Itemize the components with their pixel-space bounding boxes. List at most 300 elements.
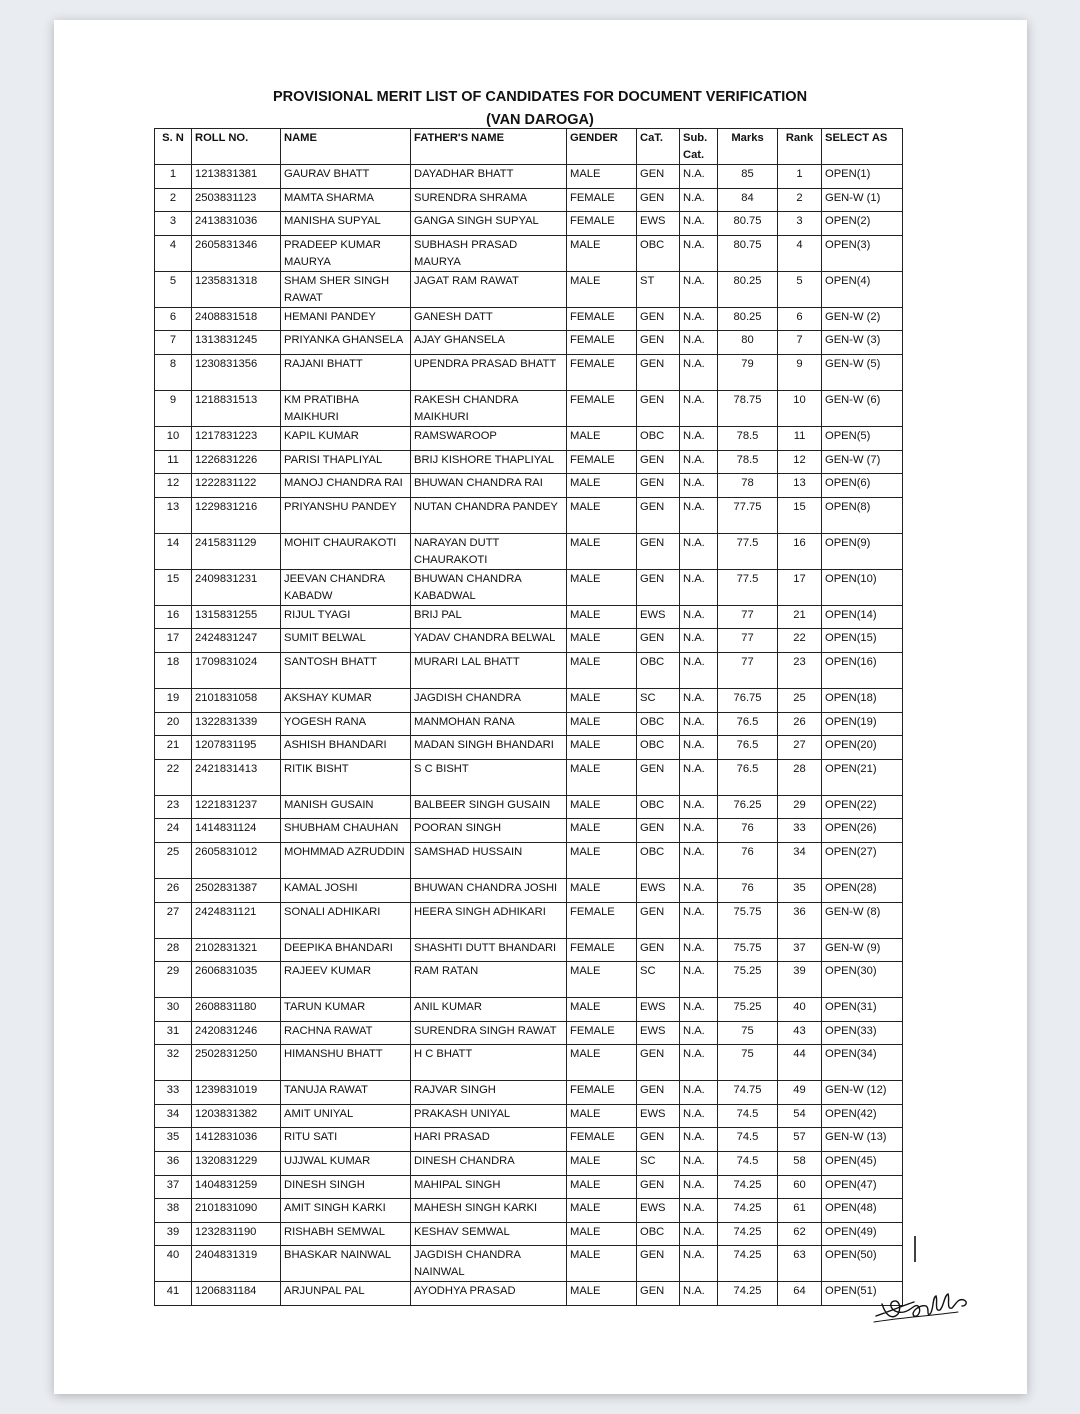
select-as-cell: OPEN(27) [822, 842, 903, 878]
signature-image [868, 1276, 978, 1326]
sub-category-cell: N.A. [680, 1246, 718, 1282]
marks-cell: 74.25 [718, 1246, 778, 1282]
roll-no-cell: 1222831122 [192, 474, 281, 498]
marks-cell: 78.75 [718, 390, 778, 426]
roll-no-cell: 2415831129 [192, 533, 281, 569]
table-row [155, 188, 903, 212]
marks-cell: 76.25 [718, 795, 778, 819]
fathers-name-cell: MURARI LAL BHATT [411, 652, 567, 688]
roll-no-cell: 2421831413 [192, 759, 281, 795]
roll-no-cell: 1203831382 [192, 1104, 281, 1128]
category-cell: ST [637, 271, 680, 307]
table-row [155, 998, 903, 1022]
marks-cell: 77 [718, 629, 778, 653]
gender-cell: MALE [567, 842, 637, 878]
select-as-cell: OPEN(15) [822, 629, 903, 653]
sub-category-cell: N.A. [680, 1175, 718, 1199]
rank-cell: 4 [778, 235, 822, 271]
header-name: NAME [281, 129, 411, 165]
fathers-name-cell: BHUWAN CHANDRA JOSHI [411, 878, 567, 902]
gender-cell: MALE [567, 235, 637, 271]
rank-cell: 21 [778, 605, 822, 629]
candidate-name-cell: MOHIT CHAURAKOTI [281, 533, 411, 569]
fathers-name-cell: DAYADHAR BHATT [411, 165, 567, 189]
gender-cell: FEMALE [567, 450, 637, 474]
sn-cell: 39 [155, 1222, 192, 1246]
rank-cell: 44 [778, 1045, 822, 1081]
candidate-name-cell: AMIT UNIYAL [281, 1104, 411, 1128]
table-row [155, 1175, 903, 1199]
candidate-name-cell: RACHNA RAWAT [281, 1021, 411, 1045]
fathers-name-cell: GANGA SINGH SUPYAL [411, 212, 567, 236]
rank-cell: 27 [778, 736, 822, 760]
table-row [155, 878, 903, 902]
gender-cell: MALE [567, 533, 637, 569]
sn-cell: 13 [155, 497, 192, 533]
category-cell: SC [637, 688, 680, 712]
gender-cell: FEMALE [567, 331, 637, 355]
sub-category-cell: N.A. [680, 497, 718, 533]
sn-cell: 28 [155, 938, 192, 962]
candidate-name-cell: SHUBHAM CHAUHAN [281, 819, 411, 843]
rank-cell: 15 [778, 497, 822, 533]
rank-cell: 49 [778, 1081, 822, 1105]
sn-cell: 25 [155, 842, 192, 878]
table-row [155, 759, 903, 795]
rank-cell: 64 [778, 1282, 822, 1306]
candidate-name-cell: HIMANSHU BHATT [281, 1045, 411, 1081]
category-cell: GEN [637, 629, 680, 653]
roll-no-cell: 1230831356 [192, 354, 281, 390]
roll-no-cell: 2101831058 [192, 688, 281, 712]
fathers-name-cell: POORAN SINGH [411, 819, 567, 843]
sub-category-cell: N.A. [680, 652, 718, 688]
sn-cell: 40 [155, 1246, 192, 1282]
table-row [155, 212, 903, 236]
sub-category-cell: N.A. [680, 271, 718, 307]
table-row [155, 1222, 903, 1246]
rank-cell: 61 [778, 1199, 822, 1223]
roll-no-cell: 2102831321 [192, 938, 281, 962]
marks-cell: 75.25 [718, 962, 778, 998]
rank-cell: 12 [778, 450, 822, 474]
gender-cell: FEMALE [567, 938, 637, 962]
fathers-name-cell: SURENDRA SHRAMA [411, 188, 567, 212]
sn-cell: 22 [155, 759, 192, 795]
sub-category-cell: N.A. [680, 878, 718, 902]
select-as-cell: OPEN(42) [822, 1104, 903, 1128]
gender-cell: MALE [567, 426, 637, 450]
select-as-cell: OPEN(5) [822, 426, 903, 450]
category-cell: GEN [637, 533, 680, 569]
sn-cell: 4 [155, 235, 192, 271]
header-sub-category: Sub. Cat. [680, 129, 718, 165]
category-cell: OBC [637, 736, 680, 760]
gender-cell: MALE [567, 497, 637, 533]
select-as-cell: GEN-W (9) [822, 938, 903, 962]
candidate-name-cell: RAJEEV KUMAR [281, 962, 411, 998]
candidate-name-cell: KAMAL JOSHI [281, 878, 411, 902]
table-row [155, 426, 903, 450]
roll-no-cell: 2424831121 [192, 902, 281, 938]
category-cell: EWS [637, 212, 680, 236]
sub-category-cell: N.A. [680, 629, 718, 653]
category-cell: GEN [637, 759, 680, 795]
candidate-name-cell: UJJWAL KUMAR [281, 1152, 411, 1176]
sn-cell: 17 [155, 629, 192, 653]
header-rank: Rank [778, 129, 822, 165]
select-as-cell: OPEN(33) [822, 1021, 903, 1045]
roll-no-cell: 2502831387 [192, 878, 281, 902]
sub-category-cell: N.A. [680, 1222, 718, 1246]
gender-cell: MALE [567, 998, 637, 1022]
roll-no-cell: 1217831223 [192, 426, 281, 450]
document-title: PROVISIONAL MERIT LIST OF CANDIDATES FOR DOCUMENT VERIFICATION [272, 89, 808, 105]
candidate-name-cell: YOGESH RANA [281, 712, 411, 736]
sub-category-cell: N.A. [680, 795, 718, 819]
candidate-name-cell: GAURAV BHATT [281, 165, 411, 189]
sub-category-cell: N.A. [680, 390, 718, 426]
header-category: CaT. [637, 129, 680, 165]
sub-category-cell: N.A. [680, 212, 718, 236]
select-as-cell: GEN-W (13) [822, 1128, 903, 1152]
table-row [155, 736, 903, 760]
candidate-name-cell: MANOJ CHANDRA RAI [281, 474, 411, 498]
sn-cell: 9 [155, 390, 192, 426]
select-as-cell: OPEN(45) [822, 1152, 903, 1176]
table-row [155, 235, 903, 271]
roll-no-cell: 1412831036 [192, 1128, 281, 1152]
sub-category-cell: N.A. [680, 736, 718, 760]
rank-cell: 6 [778, 307, 822, 331]
category-cell: OBC [637, 795, 680, 819]
gender-cell: MALE [567, 962, 637, 998]
roll-no-cell: 1320831229 [192, 1152, 281, 1176]
category-cell: EWS [637, 605, 680, 629]
roll-no-cell: 2409831231 [192, 569, 281, 605]
rank-cell: 62 [778, 1222, 822, 1246]
gender-cell: MALE [567, 652, 637, 688]
sn-cell: 10 [155, 426, 192, 450]
table-row [155, 390, 903, 426]
gender-cell: MALE [567, 1282, 637, 1306]
table-row [155, 1152, 903, 1176]
table-row [155, 902, 903, 938]
category-cell: OBC [637, 235, 680, 271]
category-cell: GEN [637, 819, 680, 843]
fathers-name-cell: BALBEER SINGH GUSAIN [411, 795, 567, 819]
marks-cell: 74.25 [718, 1282, 778, 1306]
fathers-name-cell: HARI PRASAD [411, 1128, 567, 1152]
roll-no-cell: 2420831246 [192, 1021, 281, 1045]
rank-cell: 39 [778, 962, 822, 998]
rank-cell: 37 [778, 938, 822, 962]
rank-cell: 28 [778, 759, 822, 795]
marks-cell: 77 [718, 652, 778, 688]
marks-cell: 76.5 [718, 759, 778, 795]
marks-cell: 80.75 [718, 212, 778, 236]
gender-cell: MALE [567, 688, 637, 712]
category-cell: GEN [637, 165, 680, 189]
fathers-name-cell: MANMOHAN RANA [411, 712, 567, 736]
table-row [155, 795, 903, 819]
roll-no-cell: 2101831090 [192, 1199, 281, 1223]
sn-cell: 16 [155, 605, 192, 629]
marks-cell: 75.75 [718, 938, 778, 962]
category-cell: OBC [637, 1222, 680, 1246]
sub-category-cell: N.A. [680, 1128, 718, 1152]
gender-cell: FEMALE [567, 1081, 637, 1105]
select-as-cell: GEN-W (6) [822, 390, 903, 426]
sub-category-cell: N.A. [680, 819, 718, 843]
sn-cell: 41 [155, 1282, 192, 1306]
marks-cell: 74.75 [718, 1081, 778, 1105]
marks-cell: 80.25 [718, 307, 778, 331]
sn-cell: 14 [155, 533, 192, 569]
fathers-name-cell: SUBHASH PRASAD MAURYA [411, 235, 567, 271]
category-cell: GEN [637, 497, 680, 533]
roll-no-cell: 2413831036 [192, 212, 281, 236]
fathers-name-cell: AJAY GHANSELA [411, 331, 567, 355]
rank-cell: 33 [778, 819, 822, 843]
rank-cell: 60 [778, 1175, 822, 1199]
category-cell: GEN [637, 474, 680, 498]
sub-category-cell: N.A. [680, 1199, 718, 1223]
roll-no-cell: 1229831216 [192, 497, 281, 533]
roll-no-cell: 1232831190 [192, 1222, 281, 1246]
candidate-name-cell: BHASKAR NAINWAL [281, 1246, 411, 1282]
marks-cell: 78 [718, 474, 778, 498]
roll-no-cell: 2503831123 [192, 188, 281, 212]
rank-cell: 25 [778, 688, 822, 712]
category-cell: EWS [637, 1104, 680, 1128]
fathers-name-cell: MADAN SINGH BHANDARI [411, 736, 567, 760]
rank-cell: 23 [778, 652, 822, 688]
gender-cell: MALE [567, 1152, 637, 1176]
fathers-name-cell: SHASHTI DUTT BHANDARI [411, 938, 567, 962]
category-cell: GEN [637, 331, 680, 355]
candidate-name-cell: SUMIT BELWAL [281, 629, 411, 653]
sub-category-cell: N.A. [680, 1152, 718, 1176]
marks-cell: 75 [718, 1021, 778, 1045]
fathers-name-cell: MAHIPAL SINGH [411, 1175, 567, 1199]
candidate-name-cell: MAMTA SHARMA [281, 188, 411, 212]
fathers-name-cell: JAGAT RAM RAWAT [411, 271, 567, 307]
category-cell: GEN [637, 307, 680, 331]
table-row [155, 450, 903, 474]
margin-tick-mark [914, 1236, 916, 1262]
marks-cell: 76 [718, 878, 778, 902]
select-as-cell: OPEN(2) [822, 212, 903, 236]
gender-cell: MALE [567, 629, 637, 653]
table-row [155, 688, 903, 712]
table-row [155, 1128, 903, 1152]
select-as-cell: GEN-W (3) [822, 331, 903, 355]
marks-cell: 74.25 [718, 1199, 778, 1223]
select-as-cell: OPEN(50) [822, 1246, 903, 1282]
header-fathers-name: FATHER'S NAME [411, 129, 567, 165]
roll-no-cell: 1414831124 [192, 819, 281, 843]
gender-cell: MALE [567, 605, 637, 629]
candidate-name-cell: KAPIL KUMAR [281, 426, 411, 450]
sub-category-cell: N.A. [680, 474, 718, 498]
marks-cell: 80.25 [718, 271, 778, 307]
select-as-cell: OPEN(30) [822, 962, 903, 998]
marks-cell: 74.5 [718, 1104, 778, 1128]
select-as-cell: GEN-W (5) [822, 354, 903, 390]
gender-cell: FEMALE [567, 307, 637, 331]
roll-no-cell: 1206831184 [192, 1282, 281, 1306]
fathers-name-cell: BHUWAN CHANDRA RAI [411, 474, 567, 498]
sub-category-cell: N.A. [680, 938, 718, 962]
header-select-as: SELECT AS [822, 129, 903, 165]
fathers-name-cell: ANIL KUMAR [411, 998, 567, 1022]
gender-cell: MALE [567, 271, 637, 307]
select-as-cell: OPEN(31) [822, 998, 903, 1022]
fathers-name-cell: BHUWAN CHANDRA KABADWAL [411, 569, 567, 605]
rank-cell: 7 [778, 331, 822, 355]
sub-category-cell: N.A. [680, 712, 718, 736]
candidate-name-cell: MANISH GUSAIN [281, 795, 411, 819]
select-as-cell: OPEN(34) [822, 1045, 903, 1081]
sub-category-cell: N.A. [680, 331, 718, 355]
sn-cell: 35 [155, 1128, 192, 1152]
rank-cell: 57 [778, 1128, 822, 1152]
gender-cell: FEMALE [567, 1128, 637, 1152]
sn-cell: 5 [155, 271, 192, 307]
sub-category-cell: N.A. [680, 426, 718, 450]
gender-cell: MALE [567, 165, 637, 189]
select-as-cell: OPEN(51) [822, 1282, 903, 1306]
candidate-name-cell: RITU SATI [281, 1128, 411, 1152]
rank-cell: 34 [778, 842, 822, 878]
category-cell: OBC [637, 842, 680, 878]
fathers-name-cell: JAGDISH CHANDRA NAINWAL [411, 1246, 567, 1282]
roll-no-cell: 1404831259 [192, 1175, 281, 1199]
sub-category-cell: N.A. [680, 450, 718, 474]
table-row [155, 605, 903, 629]
fathers-name-cell: SURENDRA SINGH RAWAT [411, 1021, 567, 1045]
select-as-cell: OPEN(20) [822, 736, 903, 760]
candidate-name-cell: PARISI THAPLIYAL [281, 450, 411, 474]
select-as-cell: OPEN(48) [822, 1199, 903, 1223]
gender-cell: MALE [567, 878, 637, 902]
fathers-name-cell: KESHAV SEMWAL [411, 1222, 567, 1246]
gender-cell: MALE [567, 1222, 637, 1246]
sub-category-cell: N.A. [680, 165, 718, 189]
select-as-cell: OPEN(19) [822, 712, 903, 736]
category-cell: GEN [637, 1246, 680, 1282]
roll-no-cell: 2404831319 [192, 1246, 281, 1282]
table-row [155, 1045, 903, 1081]
roll-no-cell: 1239831019 [192, 1081, 281, 1105]
fathers-name-cell: MAHESH SINGH KARKI [411, 1199, 567, 1223]
category-cell: GEN [637, 354, 680, 390]
candidate-name-cell: RIJUL TYAGI [281, 605, 411, 629]
fathers-name-cell: AYODHYA PRASAD [411, 1282, 567, 1306]
roll-no-cell: 2424831247 [192, 629, 281, 653]
category-cell: GEN [637, 450, 680, 474]
gender-cell: FEMALE [567, 390, 637, 426]
gender-cell: FEMALE [567, 354, 637, 390]
rank-cell: 40 [778, 998, 822, 1022]
table-row [155, 1021, 903, 1045]
table-row [155, 1282, 903, 1306]
rank-cell: 16 [778, 533, 822, 569]
rank-cell: 10 [778, 390, 822, 426]
rank-cell: 17 [778, 569, 822, 605]
sn-cell: 20 [155, 712, 192, 736]
marks-cell: 74.5 [718, 1128, 778, 1152]
select-as-cell: OPEN(6) [822, 474, 903, 498]
candidate-name-cell: DEEPIKA BHANDARI [281, 938, 411, 962]
candidate-name-cell: RITIK BISHT [281, 759, 411, 795]
fathers-name-cell: YADAV CHANDRA BELWAL [411, 629, 567, 653]
table-row [155, 1246, 903, 1282]
table-row [155, 1199, 903, 1223]
fathers-name-cell: H C BHATT [411, 1045, 567, 1081]
candidate-name-cell: PRIYANKA GHANSELA [281, 331, 411, 355]
sub-category-cell: N.A. [680, 307, 718, 331]
marks-cell: 76.5 [718, 712, 778, 736]
table-row [155, 819, 903, 843]
sub-category-cell: N.A. [680, 1045, 718, 1081]
gender-cell: MALE [567, 1045, 637, 1081]
marks-cell: 74.25 [718, 1175, 778, 1199]
candidate-name-cell: MANISHA SUPYAL [281, 212, 411, 236]
roll-no-cell: 1226831226 [192, 450, 281, 474]
sn-cell: 32 [155, 1045, 192, 1081]
candidate-name-cell: RAJANI BHATT [281, 354, 411, 390]
category-cell: EWS [637, 1021, 680, 1045]
candidate-name-cell: JEEVAN CHANDRA KABADW [281, 569, 411, 605]
sn-cell: 1 [155, 165, 192, 189]
marks-cell: 74.5 [718, 1152, 778, 1176]
candidate-name-cell: SHAM SHER SINGH RAWAT [281, 271, 411, 307]
gender-cell: MALE [567, 474, 637, 498]
table-row [155, 307, 903, 331]
category-cell: SC [637, 962, 680, 998]
sub-category-cell: N.A. [680, 688, 718, 712]
rank-cell: 9 [778, 354, 822, 390]
gender-cell: MALE [567, 1175, 637, 1199]
fathers-name-cell: UPENDRA PRASAD BHATT [411, 354, 567, 390]
sn-cell: 38 [155, 1199, 192, 1223]
rank-cell: 22 [778, 629, 822, 653]
table-row [155, 652, 903, 688]
roll-no-cell: 1322831339 [192, 712, 281, 736]
marks-cell: 76 [718, 842, 778, 878]
category-cell: OBC [637, 712, 680, 736]
table-row [155, 629, 903, 653]
candidate-name-cell: PRIYANSHU PANDEY [281, 497, 411, 533]
sn-cell: 33 [155, 1081, 192, 1105]
select-as-cell: OPEN(18) [822, 688, 903, 712]
gender-cell: MALE [567, 569, 637, 605]
sub-category-cell: N.A. [680, 1104, 718, 1128]
category-cell: GEN [637, 1128, 680, 1152]
sn-cell: 24 [155, 819, 192, 843]
select-as-cell: GEN-W (7) [822, 450, 903, 474]
rank-cell: 35 [778, 878, 822, 902]
select-as-cell: OPEN(14) [822, 605, 903, 629]
select-as-cell: OPEN(22) [822, 795, 903, 819]
gender-cell: FEMALE [567, 1021, 637, 1045]
fathers-name-cell: RAJVAR SINGH [411, 1081, 567, 1105]
sub-category-cell: N.A. [680, 1081, 718, 1105]
gender-cell: MALE [567, 1199, 637, 1223]
candidate-name-cell: ASHISH BHANDARI [281, 736, 411, 760]
